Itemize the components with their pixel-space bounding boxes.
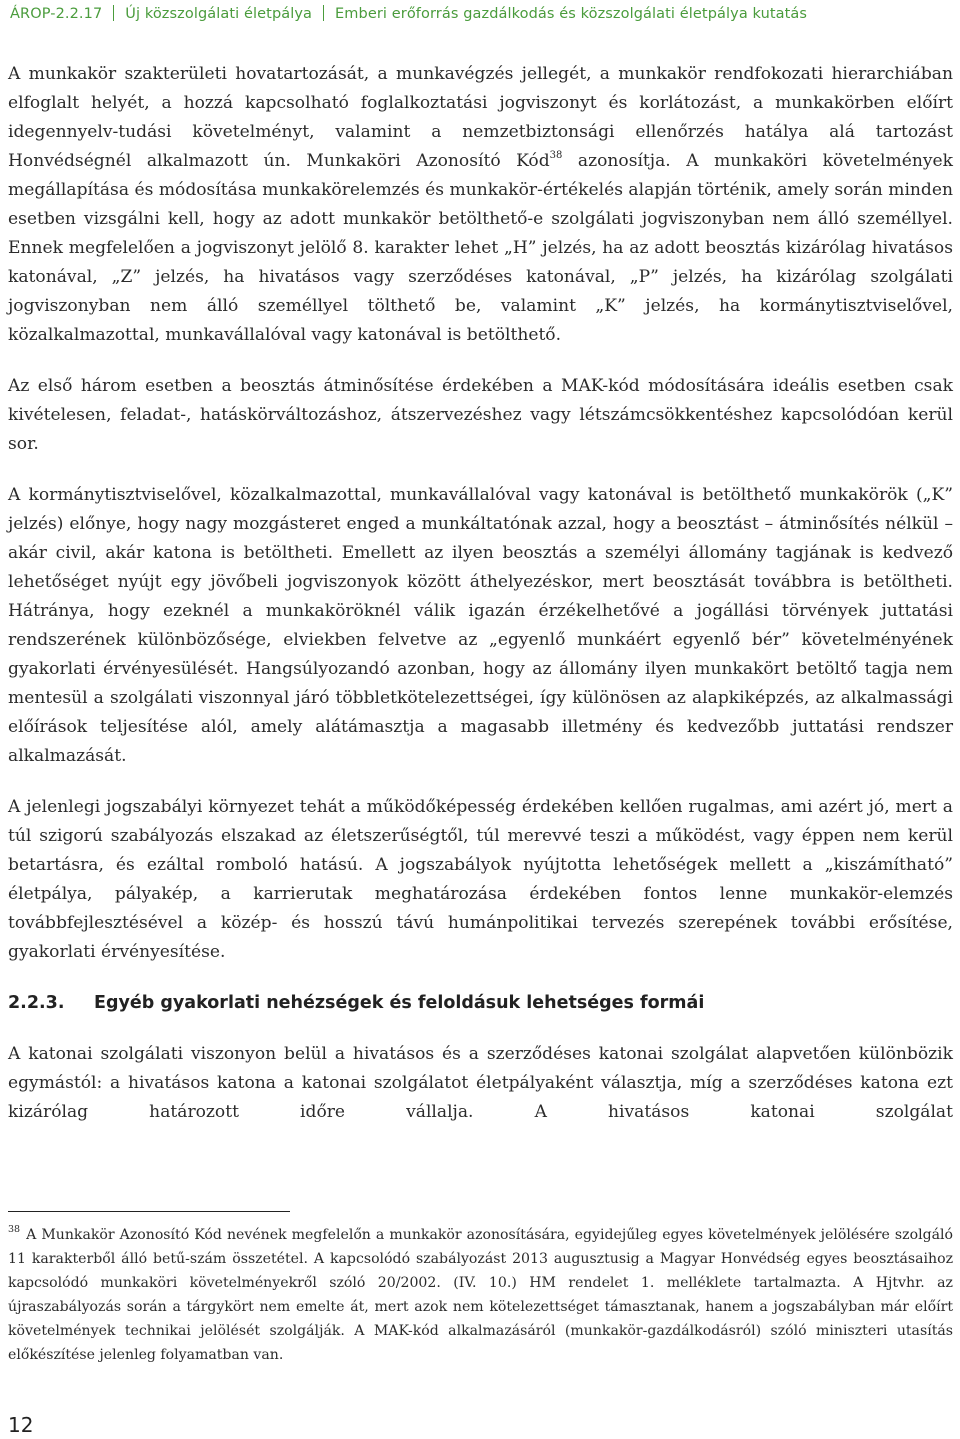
header-separator <box>113 5 114 21</box>
header-project-title: Új közszolgálati életpálya <box>125 6 313 22</box>
footnote-divider <box>8 1211 290 1212</box>
section-title: Egyéb gyakorlati nehézségek és feloldásuk lehetséges formái <box>94 993 705 1013</box>
page-number: 12 <box>8 1413 34 1437</box>
header-project-code: ÁROP-2.2.17 <box>10 6 103 22</box>
paragraph-2: Az első három esetben a beosztás átminősítése érdekében a MAK-kód módosítására ideális esetben csak kivételesen, feladat-, hatáskörváltozáshoz, átszervezéshez vagy létszámcsökkentéshez kapcsolódóan kerül sor. <box>8 376 953 454</box>
header-subtitle: Emberi erőforrás gazdálkodás és közszolgálati életpálya kutatás <box>335 6 808 22</box>
section-heading <box>8 989 953 1018</box>
header-separator <box>323 5 324 21</box>
footnote-number: 38 <box>8 1224 21 1235</box>
footnote-text: A Munkakör Azonosító Kód nevének megfelelőn a munkakör azonosítására, egyidejűleg egyes követelmények jelölésére szolgáló 11 karakterből álló betű-szám összetétel. A kapcsolódó szabályozást 2013 augusztusig a Magyar Honvédség egyes beosztásaihoz kapcsolódó munkaköri követelményekről szóló 20/2002. (IV. 10.) HM rendelet 1. melléklete tartalmazta. A Hjtvhr. az újraszabályozás során a tárgykört nem emelte át, mert azok nem kötelezettséget támasztanak, hanem a jogszabályban már előírt követelmények technikai jelölését szolgálják. A MAK-kód alkalmazásáról (munkakör-gazdálkodásról) szóló miniszteri utasítás előkészítése jelenleg folyamatban van. <box>8 1227 953 1363</box>
footnote <box>8 1223 953 1367</box>
main-text <box>8 60 953 1149</box>
paragraph-5: A katonai szolgálati viszonyon belül a hivatásos és a szerződéses katonai szolgálat alapvetően különbözik egymástól: a hivatásos katona a katonai szolgálatot életpályaként választja, míg a szerződéses katona ezt kizárólag határozott időre vállalja. A hivatásos katonai szolgálat <box>8 1044 953 1122</box>
paragraph-1-part-b: azonosítja. A munkaköri követelmények megállapítása és módosítása munkakörelemzés és munkakör-értékelés alapján történik, amely során minden esetben vizsgálni kell, hogy az adott munkakör betölthető-e szolgálati jogviszonyban nem álló személlyel. Ennek megfelelően a jogviszonyt jelölő 8. karakter lehet „H” jelzés, ha az adott beosztás kizárólag hivatásos katonával, „Z” jelzés, ha hivatásos vagy szerződéses katonával, „P” jelzés, ha kizárólag szolgálati jogviszonyban nem álló személlyel tölthető be, valamint „K” jelzés, ha kormánytisztviselővel, közalkalmazottal, munkavállalóval vagy katonával is betölthető. <box>8 151 953 345</box>
paragraph-3: A kormánytisztviselővel, közalkalmazottal, munkavállalóval vagy katonával is betölthető munkakörök („K” jelzés) előnye, hogy nagy mozgásteret enged a munkáltatónak azzal, hogy a beosztást – átminősítés nélkül – akár civil, akár katona is betöltheti. Emellett az ilyen beosztás a személyi állomány tagjának is kedvező lehetőséget nyújt egy jövőbeli jogviszonyok között áthelyezéskor, mert beosztását továbbra is betöltheti. Hátránya, hogy ezeknél a munkaköröknél válik igazán érzékelhetővé a jogállási törvények juttatási rendszerének különbözősége, elviekben felvetve az „egyenlő munkáért egyenlő bér” követelményének gyakorlati érvényesülését. Hangsúlyozandó azonban, hogy az állomány ilyen munkakört betöltő tagja nem mentesül a szolgálati viszonnyal járó többletkötelezettségei, így különösen az alapkiképzés, az alkalmassági előírások teljesítése alól, amely alátámasztja a magasabb illetmény és kedvezőbb juttatási rendszer alkalmazását. <box>8 485 953 766</box>
running-header <box>10 5 950 22</box>
paragraph-1-part-a: A munkakör szakterületi hovatartozását, a munkavégzés jellegét, a munkakör rendfokozati hierarchiában elfoglalt helyét, a hozzá kapcsolható foglalkoztatási jogviszonyt és korlátozást, a munkakörben előírt idegennyelv-tudási követelményt, valamint a nemzetbiztonsági ellenőrzés hatálya alá tartozást Honvédségnél alkalmazott ún. Munkaköri Azonosító Kód <box>8 64 953 171</box>
paragraph-4: A jelenlegi jogszabályi környezet tehát a működőképesség érdekében kellően rugalmas, ami azért jó, mert a túl szigorú szabályozás elszakad az életszerűségtől, túl merevvé teszi a működést, vagy éppen nem kerül betartásra, és ezáltal romboló hatású. A jogszabályok nyújtotta lehetőségek mellett a „kiszámítható” életpálya, pályakép, a karrierutak meghatározása érdekében fontos lenne munkakör-elemzés továbbfejlesztésével a közép- és hosszú távú humánpolitikai tervezés szerepének további erősítése, gyakorlati érvényesítése. <box>8 797 953 962</box>
paragraph-1 <box>8 60 953 350</box>
footnote-reference[interactable]: 38 <box>549 150 563 161</box>
section-number: 2.2.3. <box>8 993 65 1013</box>
